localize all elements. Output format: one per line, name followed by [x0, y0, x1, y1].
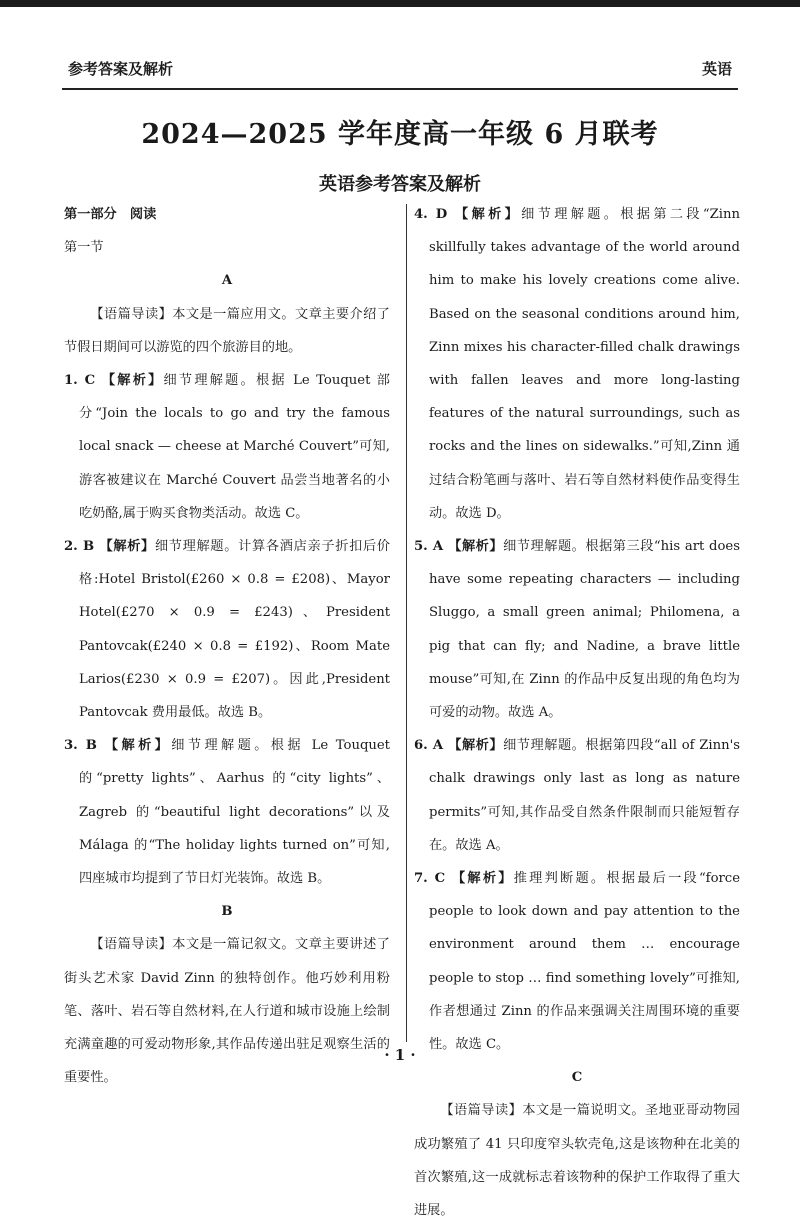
- answer-6-head: 6. A 【解析】: [414, 738, 504, 754]
- answer-1-head: 1. C 【解析】: [64, 373, 164, 389]
- answer-3: [64, 729, 390, 895]
- answer-4-body: 细节理解题。根据第二段“Zinn skillfully takes advantage of the world around him to make his lovely creations come alive. Based on the seasonal conditions around him, Zinn mixes his character-filled chalk drawings with fallen leaves and more long-lasting features of the natural surroundings, such as rocks and the lines on sidewalks.”可知,Zinn 通过结合粉笔画与落叶、岩石等自然材料使作品变得生动。故选 D。: [429, 207, 741, 521]
- header-right: 英语: [701, 60, 732, 78]
- answer-4: [414, 198, 740, 530]
- page-header: [68, 58, 732, 84]
- answer-2-head: 2. B 【解析】: [64, 539, 155, 555]
- section-heading: 第一节: [64, 240, 104, 256]
- header-left: 参考答案及解析: [68, 60, 174, 78]
- answer-3-body: 细节理解题。根据 Le Touquet 的“pretty lights”、Aarhus 的“city lights”、Zagreb 的“beautiful light decorations”以及 Málaga 的“The holiday lights turned on”可知,四座城市均提到了节日灯光装饰。故选 B。: [79, 738, 390, 887]
- passage-heading-b: B: [221, 904, 233, 920]
- answer-7-body: 推理判断题。根据最后一段“force people to look down and pay attention to the environment around them … encourage people to stop … find something lovely”可推知,作者想通过 Zinn 的作品来强调关注周围环境的重要性。故选 C。: [429, 871, 740, 1053]
- answer-2: [64, 530, 390, 729]
- page-title: 2024—2025 学年度高一年级 6 月联考: [141, 119, 659, 150]
- answer-5: [414, 530, 740, 729]
- passage-heading-c: C: [571, 1070, 583, 1086]
- top-border: [0, 0, 800, 7]
- answer-3-head: 3. B 【解析】: [64, 738, 172, 754]
- page-subtitle: 英语参考答案及解析: [319, 174, 481, 195]
- answer-5-head: 5. A 【解析】: [414, 539, 504, 555]
- right-column: [414, 198, 740, 1227]
- answer-1-body: 细节理解题。根据 Le Touquet 部分“Join the locals to go and try the famous local snack — cheese at Marché Couvert”可知,游客被建议在 Marché Couvert 品尝当地著名的小吃奶酪,属于购买食物类活动。故选 C。: [79, 373, 390, 521]
- answer-7-head: 7. C 【解析】: [414, 871, 514, 887]
- part-heading: 第一部分 阅读: [64, 207, 157, 222]
- answer-4-head: 4. D 【解析】: [414, 207, 522, 222]
- answer-7: [414, 862, 740, 1061]
- intro-c: 【语篇导读】本文是一篇说明文。圣地亚哥动物园成功繁殖了 41 只印度窄头软壳龟,这是该物种在北美的首次繁殖,这一成就标志着该物种的保护工作取得了重大进展。: [414, 1103, 740, 1219]
- intro-a: 【语篇导读】本文是一篇应用文。文章主要介绍了节假日期间可以游览的四个旅游目的地。: [64, 306, 390, 355]
- column-divider: [406, 204, 407, 1042]
- answer-6-body: 细节理解题。根据第四段“all of Zinn's chalk drawings only last as long as nature permits”可知,其作品受自然条件限制而只能短暂存在。故选 A。: [429, 738, 740, 853]
- answer-6: [414, 729, 740, 862]
- answer-1: [64, 364, 390, 530]
- answer-2-body: 细节理解题。计算各酒店亲子折扣后价格:Hotel Bristol(£260 × 0.8 = £208)、Mayor Hotel(£270 × 0.9 = £243)、President Pantovcak(£240 × 0.8 = £192)、Room Mate Larios(£230 × 0.9 = £207)。因此,President Pantovcak 费用最低。故选 B。: [79, 539, 390, 721]
- left-column: [64, 198, 390, 1094]
- page-number: · 1 ·: [384, 1046, 416, 1064]
- header-rule: [62, 88, 738, 90]
- answer-5-body: 细节理解题。根据第三段“his art does have some repeating characters — including Sluggo, a small green animal; Philomena, a pig that can fly; and Nadine, a brave little mouse”可知,在 Zinn 的作品中反复出现的角色均为可爱的动物。故选 A。: [429, 539, 740, 721]
- intro-b: 【语篇导读】本文是一篇记叙文。文章主要讲述了街头艺术家 David Zinn 的独特创作。他巧妙利用粉笔、落叶、岩石等自然材料,在人行道和城市设施上绘制充满童趣的可爱动物形象,其作品传递出驻足观察生活的重要性。: [64, 937, 390, 1086]
- passage-heading-a: A: [221, 273, 233, 289]
